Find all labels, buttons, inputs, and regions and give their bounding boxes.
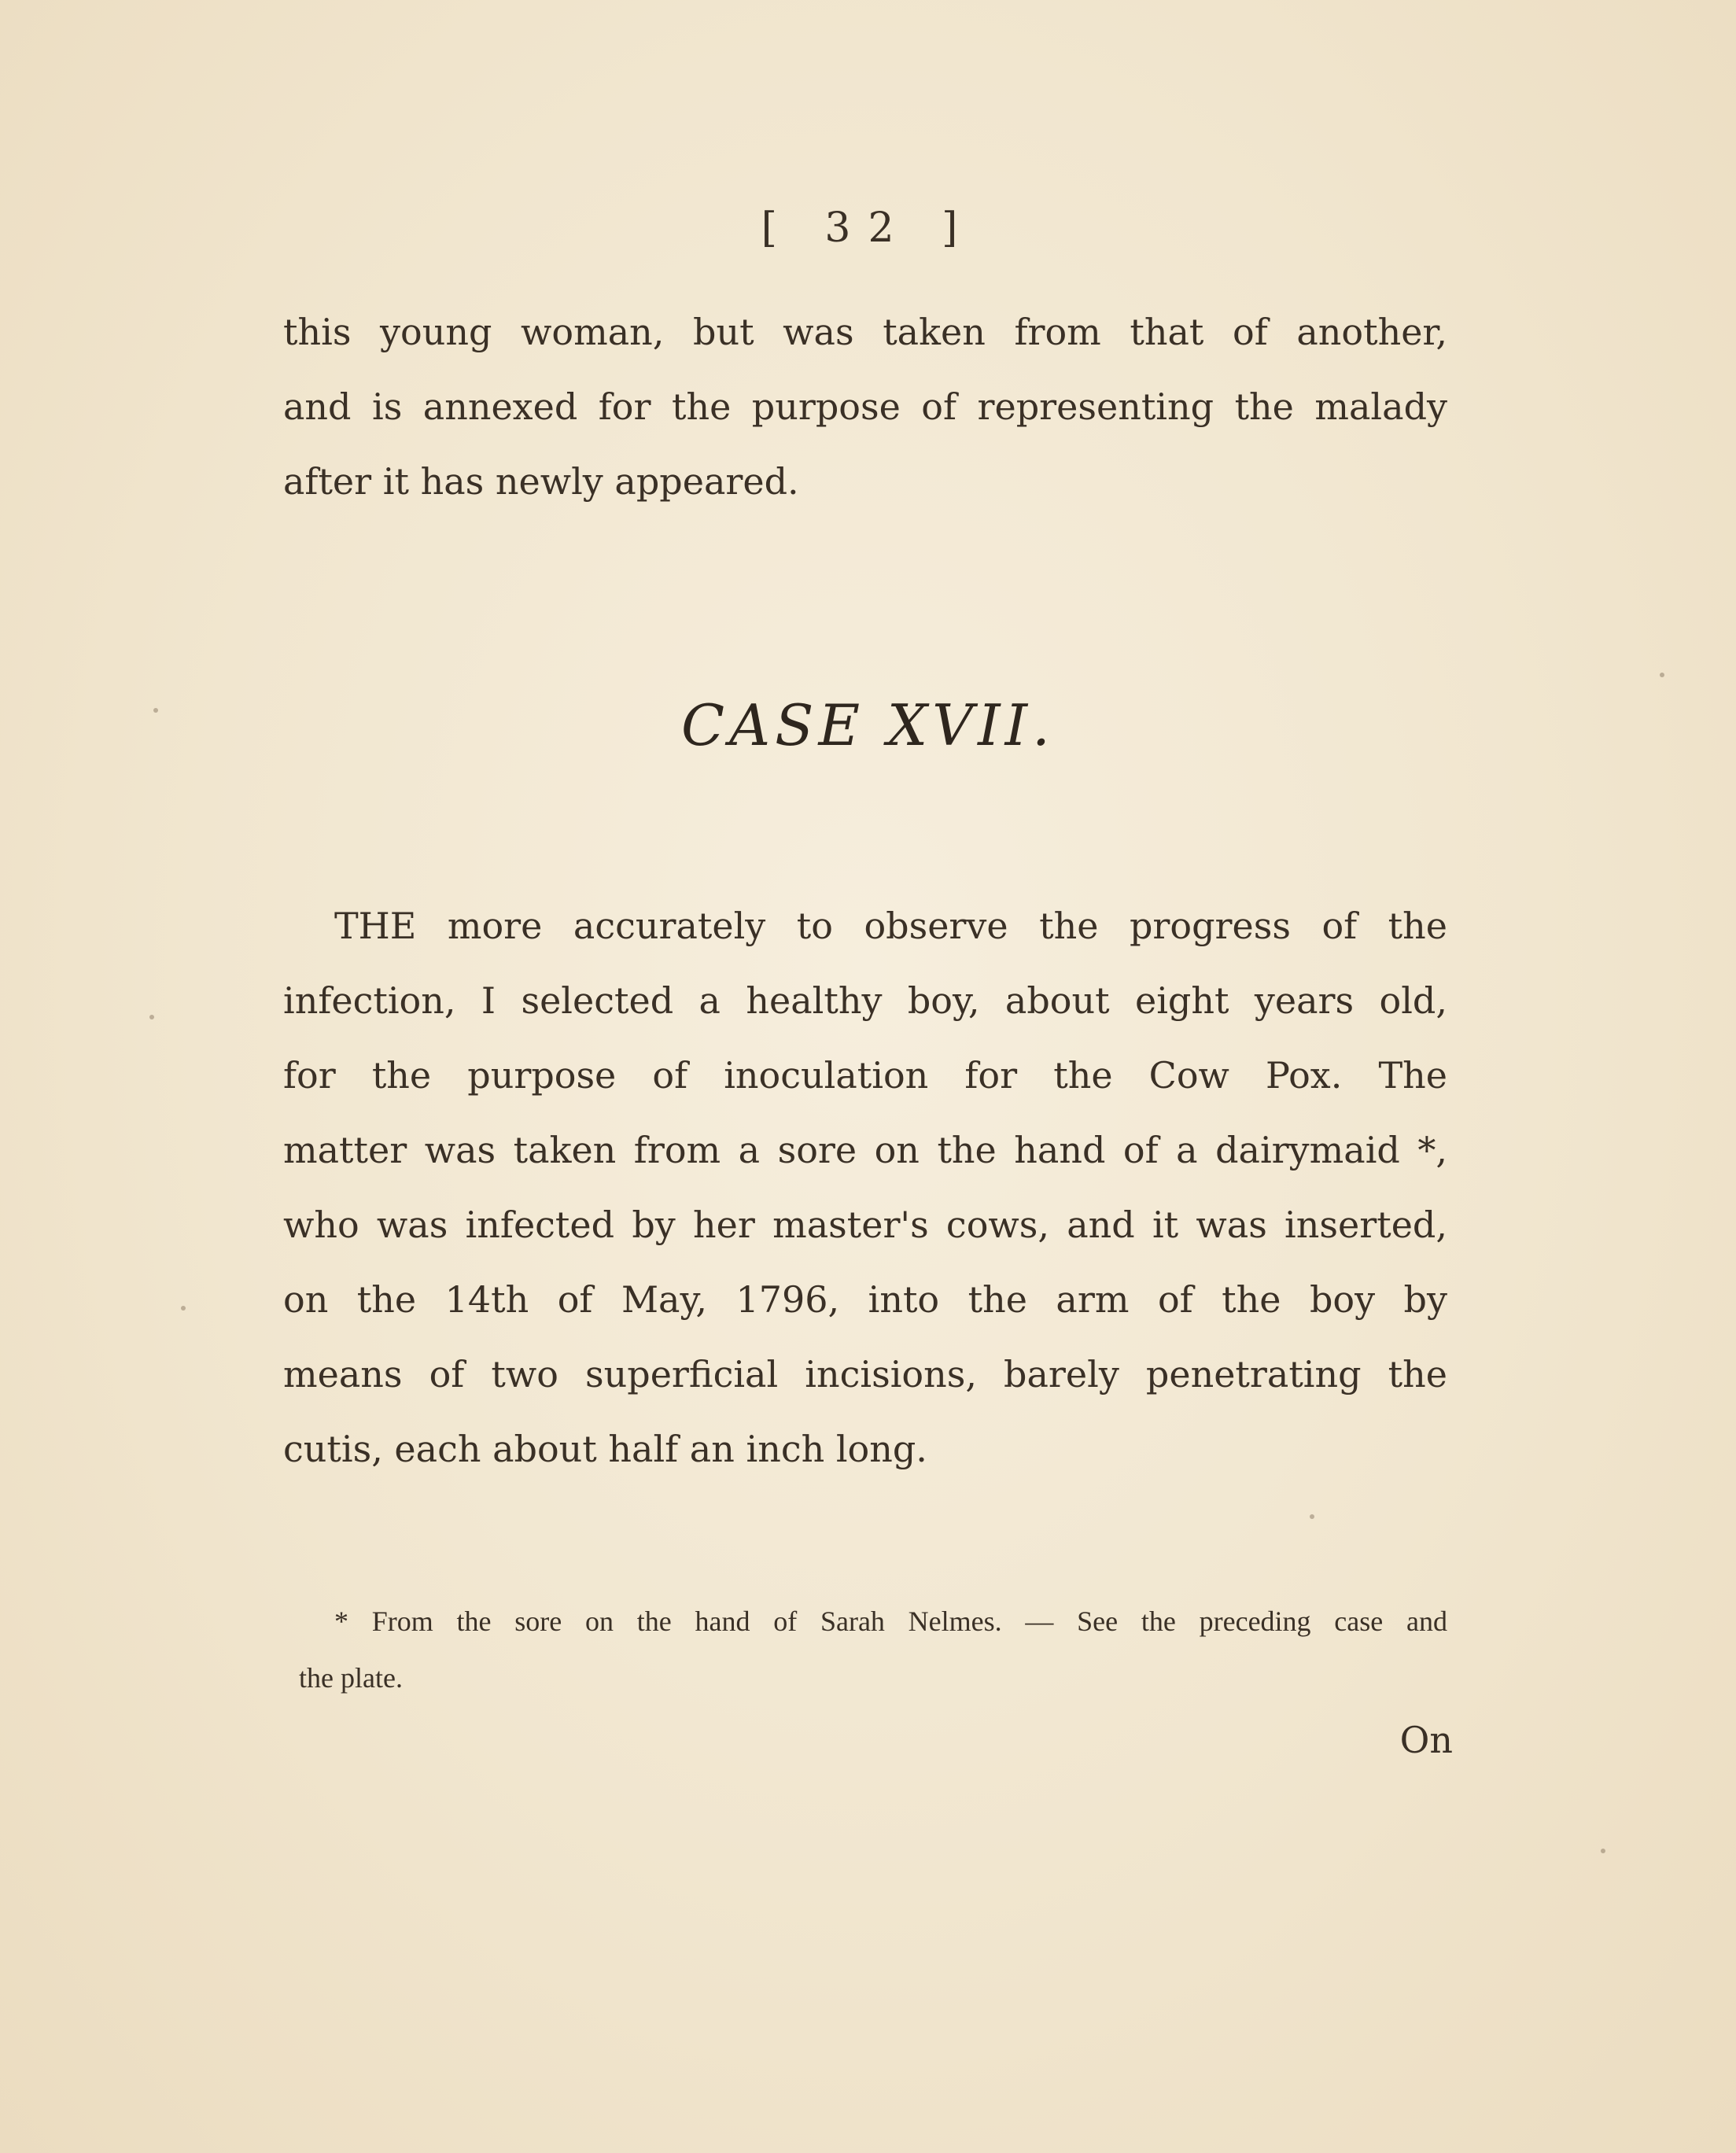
- body-line: for the purpose of inoculation for the Cow Pox. The: [283, 1054, 1447, 1097]
- paper-speck: [1310, 1514, 1314, 1519]
- case-heading: CASE XVII.: [681, 692, 1055, 758]
- paper-speck: [1601, 1849, 1605, 1853]
- paper-speck: [1660, 673, 1664, 677]
- body-line: on the 14th of May, 1796, into the arm of the boy by: [283, 1278, 1447, 1321]
- paper-speck: [153, 708, 158, 713]
- body-line: who was infected by her master's cows, and it was inserted,: [283, 1204, 1447, 1246]
- text-line: and is annexed for the purpose of representing the malady: [283, 385, 1447, 428]
- footnote-line: the plate.: [299, 1662, 403, 1694]
- text-line: after it has newly appeared.: [283, 460, 799, 503]
- catchword: On: [1399, 1719, 1453, 1761]
- body-line: matter was taken from a sore on the hand of a dairymaid *,: [283, 1129, 1447, 1171]
- body-line: means of two superficial incisions, barely penetrating the: [283, 1353, 1447, 1395]
- paper-speck: [149, 1015, 154, 1019]
- body-line: THE more accurately to observe the progress of the: [334, 905, 1447, 947]
- text-line: this young woman, but was taken from that of another,: [283, 311, 1447, 353]
- paper-speck: [181, 1306, 186, 1311]
- footnote-line: * From the sore on the hand of Sarah Nelmes. — See the preceding case and: [334, 1606, 1447, 1637]
- body-line: infection, I selected a healthy boy, about eight years old,: [283, 979, 1447, 1022]
- page-number: [ 32 ]: [761, 205, 975, 252]
- body-line: cutis, each about half an inch long.: [283, 1428, 927, 1470]
